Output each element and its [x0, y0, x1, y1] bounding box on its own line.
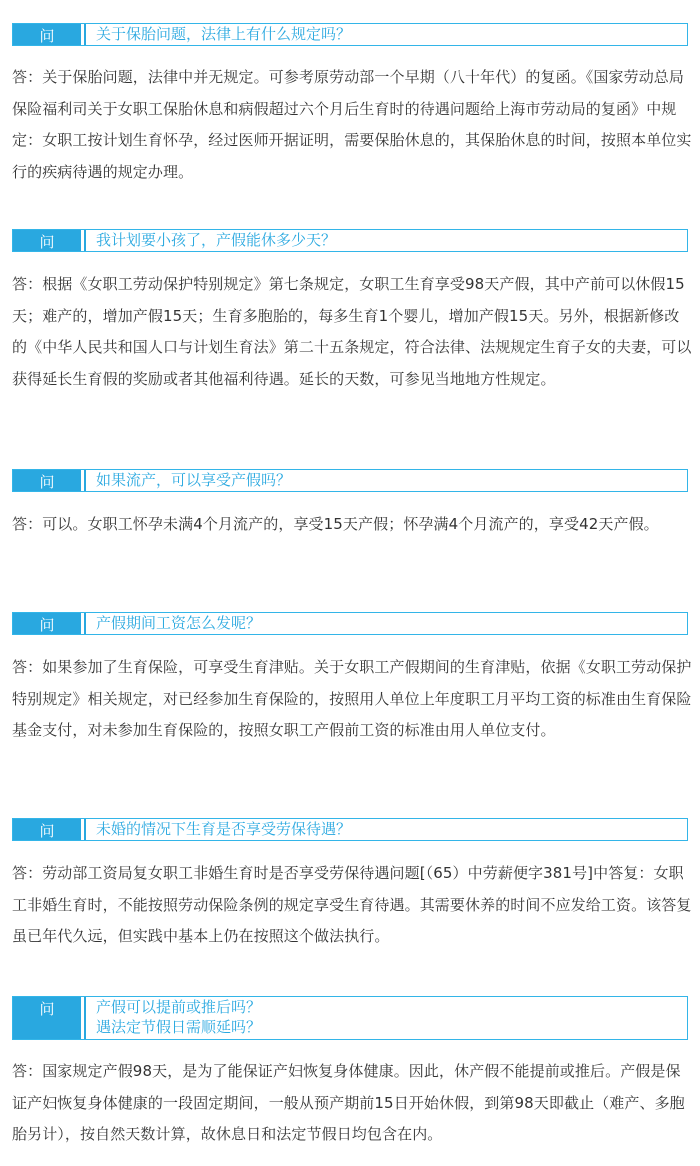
answer-text: 答：劳动部工资局复女职工非婚生育时是否享受劳保待遇问题[（65）中劳薪便字381号]中答复：女职工非婚生育时，不能按照劳动保险条例的规定享受生育待遇。其需要休养的时间不应发给工资。该答复虽已年代久远，但实践中基本上仍在按照这个做法执行。 — [12, 864, 692, 945]
question-badge: 问 — [13, 819, 81, 840]
question-bar — [12, 23, 688, 46]
question-text: 产假可以提前或推后吗？ 遇法定节假日需顺延吗？ — [96, 998, 262, 1036]
question-badge: 问 — [13, 997, 81, 1039]
question-bar — [12, 469, 688, 492]
question-text: 如果流产，可以享受产假吗？ — [96, 471, 292, 489]
question-badge: 问 — [13, 230, 81, 251]
question-badge: 问 — [13, 470, 81, 491]
answer-text: 答：可以。女职工怀孕未满4个月流产的，享受15天产假；怀孕满4个月流产的，享受42天产假。 — [12, 515, 659, 533]
answer-text: 答：关于保胎问题，法律中并无规定。可参考原劳动部一个早期（八十年代）的复函。《国家劳动总局保险福利司关于女职工保胎休息和病假超过六个月后生育时的待遇问题给上海市劳动局的复函》中规定：女职工按计划生育怀孕，经过医师开据证明，需要保胎休息的，其保胎休息的时间，按照本单位实行的疾病待遇的规定办理。 — [12, 68, 692, 181]
question-bar — [12, 996, 688, 1040]
question-text: 未婚的情况下生育是否享受劳保待遇？ — [96, 820, 352, 838]
answer-text: 答：国家规定产假98天，是为了能保证产妇恢复身体健康。因此，休产假不能提前或推后。产假是保证产妇恢复身体健康的一段固定期间，一般从预产期前15日开始休假，到第98天即截止（难产、多胞胎另计），按自然天数计算，故休息日和法定节假日均包含在内。 — [12, 1062, 685, 1143]
question-badge: 问 — [13, 24, 81, 45]
question-bar — [12, 229, 688, 252]
answer-text: 答：根据《女职工劳动保护特别规定》第七条规定，女职工生育享受98天产假，其中产前可以休假15天；难产的，增加产假15天；生育多胞胎的，每多生育1个婴儿，增加产假15天。另外，根据新修改的《中华人民共和国人口与计划生育法》第二十五条规定，符合法律、法规规定生育子女的夫妻，可以获得延长生育假的奖励或者其他福利待遇。延长的天数，可参见当地地方性规定。 — [12, 275, 692, 388]
question-text: 产假期间工资怎么发呢？ — [96, 614, 262, 632]
question-text: 关于保胎问题，法律上有什么规定吗？ — [96, 25, 352, 43]
question-bar — [12, 818, 688, 841]
question-text: 我计划要小孩了，产假能休多少天？ — [96, 231, 337, 249]
question-badge: 问 — [13, 613, 81, 634]
question-bar — [12, 612, 688, 635]
answer-text: 答：如果参加了生育保险，可享受生育津贴。关于女职工产假期间的生育津贴，依据《女职工劳动保护特别规定》相关规定，对已经参加生育保险的，按照用人单位上年度职工月平均工资的标准由生育保险基金支付，对未参加生育保险的，按照女职工产假前工资的标准由用人单位支付。 — [12, 658, 692, 739]
